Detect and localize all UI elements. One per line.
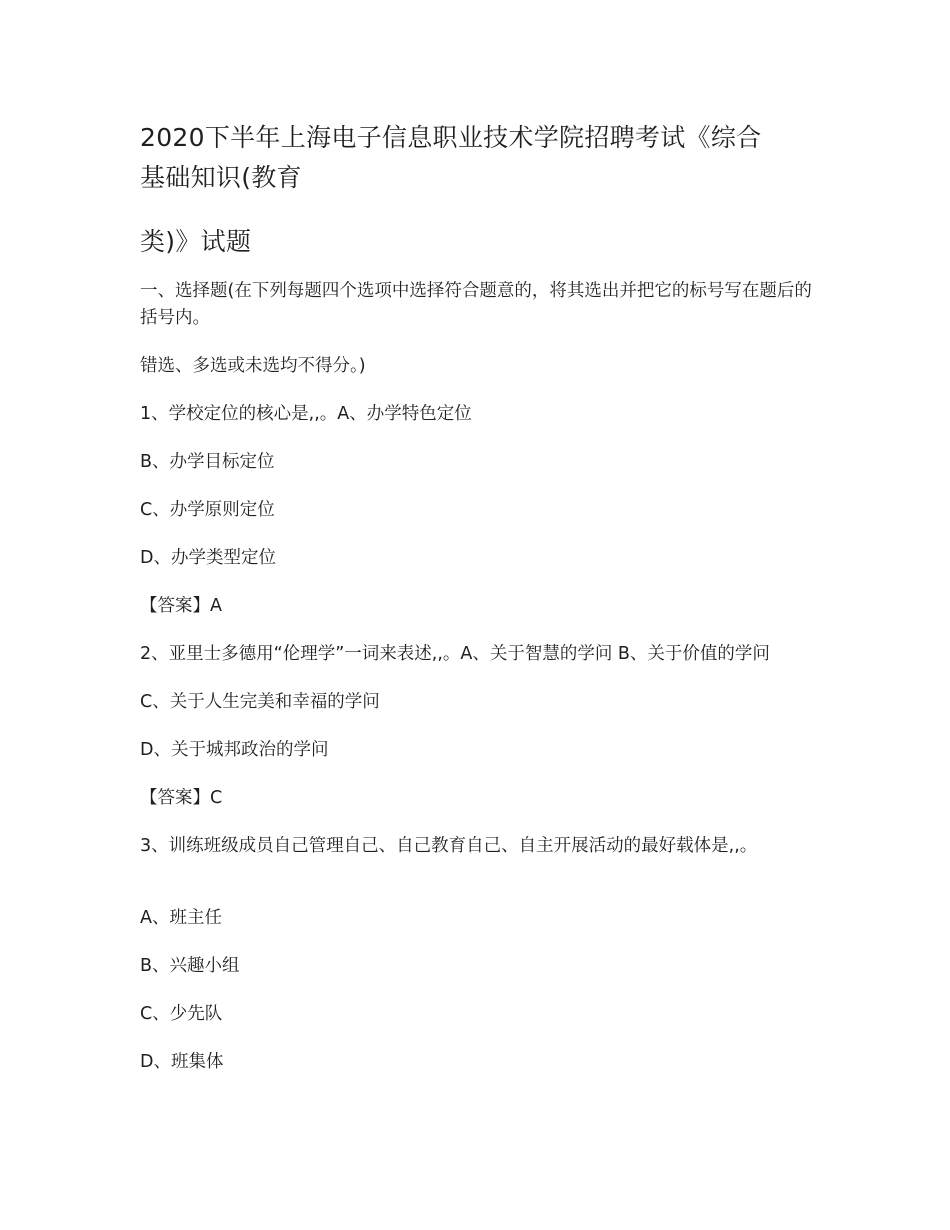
question-2-option-c: C、关于人生完美和幸福的学问 [140, 692, 380, 712]
title-line-1: 2020下半年上海电子信息职业技术学院招聘考试《综合 [140, 123, 762, 152]
question-3-option-a: A、班主任 [140, 908, 222, 928]
question-3-option-c: C、少先队 [140, 1004, 223, 1024]
question-1-stem: 1、学校定位的核心是,,。A、办学特色定位 [140, 404, 472, 424]
document-title [140, 118, 830, 262]
title-line-3: 类)》试题 [140, 227, 252, 256]
question-3-option-b: B、兴趣小组 [140, 956, 240, 976]
question-3-stem: 3、训练班级成员自己管理自己、自己教育自己、自主开展活动的最好载体是,,。 [140, 836, 758, 856]
section-instruction: 一、选择题(在下列每题四个选项中选择符合题意的，将其选出并把它的标号写在题后的括号内。 [140, 281, 812, 328]
question-2-stem: 2、亚里士多德用“伦理学”一词来表述,,。A、关于智慧的学问 B、关于价值的学问 [140, 644, 770, 664]
question-2-answer: 【答案】C [140, 788, 223, 808]
document-body [140, 278, 820, 1076]
title-line-2: 基础知识(教育 [140, 163, 302, 192]
question-3-option-d: D、班集体 [140, 1052, 224, 1072]
question-2-option-d: D、关于城邦政治的学问 [140, 740, 329, 760]
question-1-answer: 【答案】A [140, 596, 222, 616]
question-1-option-b: B、办学目标定位 [140, 452, 275, 472]
question-1-option-c: C、办学原则定位 [140, 500, 275, 520]
section-instruction-note: 错选、多选或未选均不得分。) [140, 356, 366, 376]
question-1-option-d: D、办学类型定位 [140, 548, 276, 568]
